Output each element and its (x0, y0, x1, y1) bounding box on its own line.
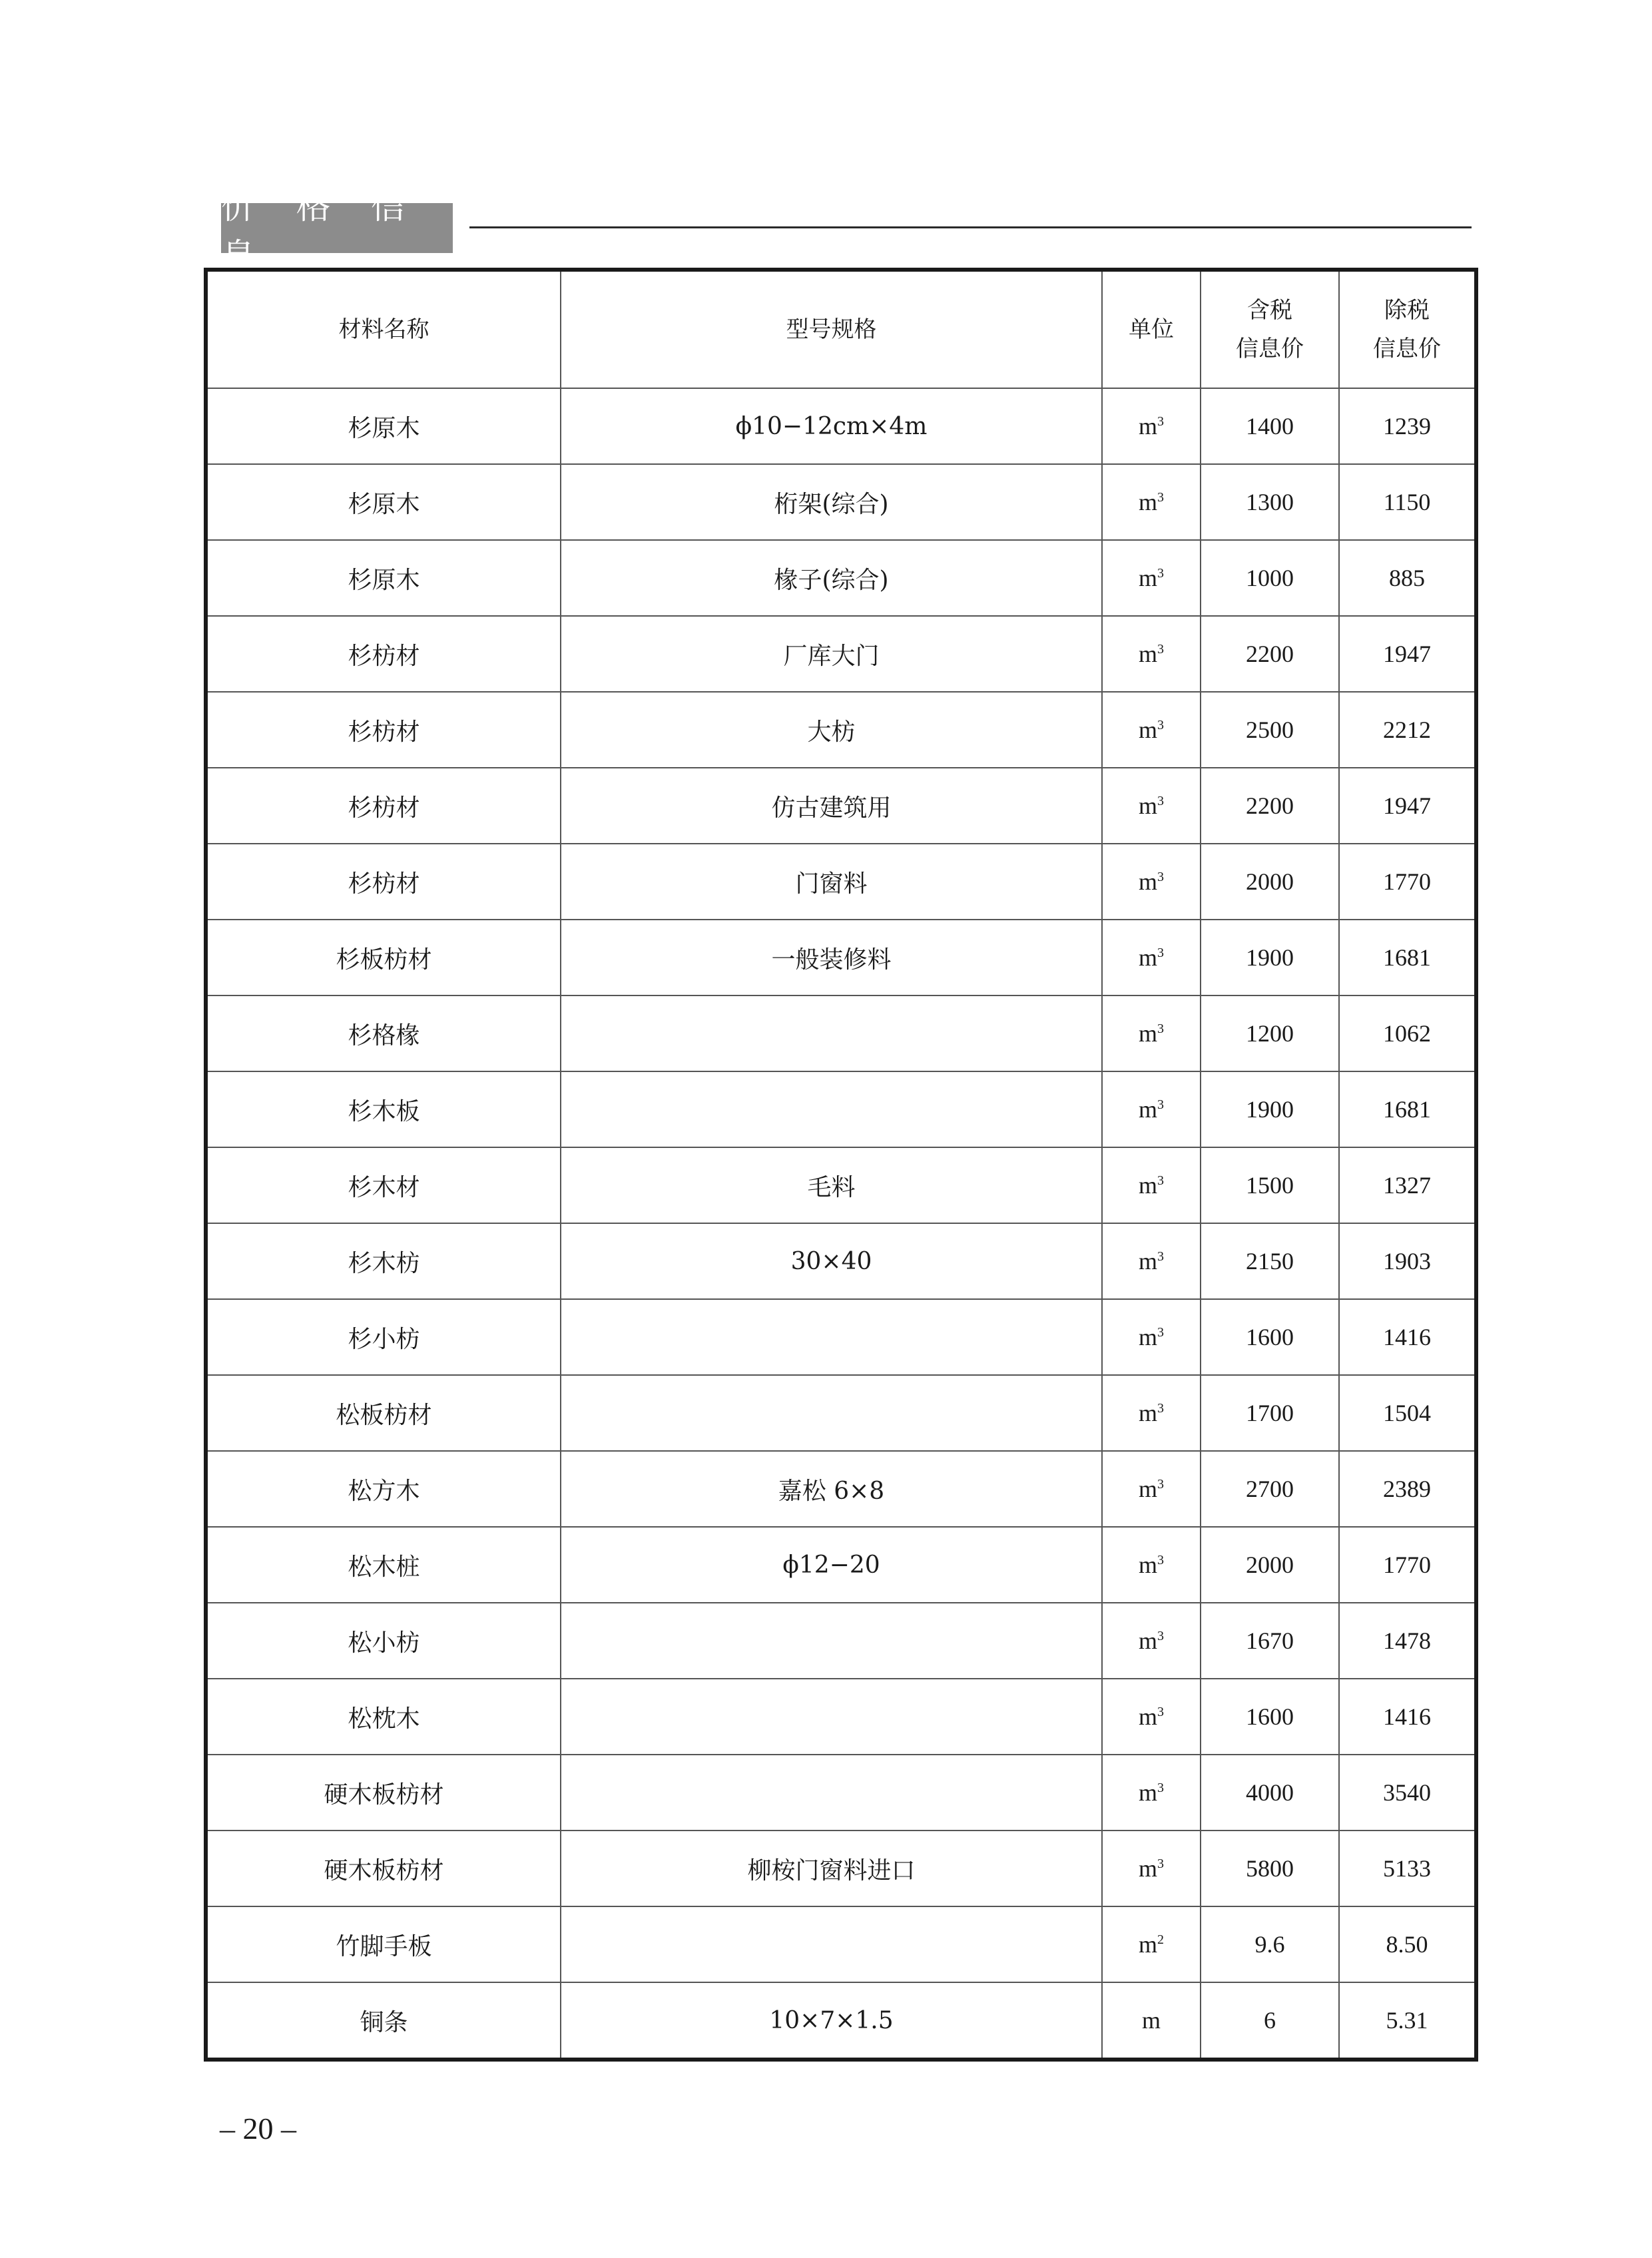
header-unit: 单位 (1102, 270, 1201, 388)
material-name-cell: 杉原木 (206, 540, 561, 616)
header-spec: 型号规格 (561, 270, 1102, 388)
spec-cell: 30×40 (561, 1223, 1102, 1299)
unit-base: m (1138, 1703, 1157, 1730)
unit-cell (1102, 1223, 1201, 1299)
table-row (206, 1831, 1476, 1906)
unit-exponent: 3 (1157, 1021, 1164, 1036)
tax-exclusive-price-cell: 1150 (1339, 464, 1476, 540)
unit-base: m (1138, 1855, 1157, 1882)
header-material-name: 材料名称 (206, 270, 561, 388)
unit-exponent: 3 (1157, 718, 1164, 732)
unit-base: m (1138, 1627, 1157, 1654)
unit-cell (1102, 768, 1201, 844)
material-name-cell: 松方木 (206, 1451, 561, 1527)
table-row (206, 995, 1476, 1071)
unit-base: m (1138, 1172, 1157, 1199)
tax-inclusive-price-cell: 2700 (1201, 1451, 1339, 1527)
unit-base: m (1138, 1779, 1157, 1806)
tax-inclusive-price-cell: 1900 (1201, 1071, 1339, 1147)
spec-cell: 10×7×1.5 (561, 1982, 1102, 2060)
table-row (206, 1375, 1476, 1451)
tax-exclusive-price-cell: 1478 (1339, 1603, 1476, 1679)
tax-inclusive-price-cell: 1500 (1201, 1147, 1339, 1223)
table-row (206, 1299, 1476, 1375)
table-header-row (206, 270, 1476, 388)
tax-exclusive-price-cell: 1239 (1339, 388, 1476, 464)
unit-base: m (1138, 944, 1157, 971)
spec-cell: 柳桉门窗料进口 (561, 1831, 1102, 1906)
unit-cell (1102, 1906, 1201, 1982)
unit-base: m (1138, 641, 1157, 667)
material-name-cell: 杉原木 (206, 464, 561, 540)
spec-cell: 毛料 (561, 1147, 1102, 1223)
spec-cell: 门窗料 (561, 844, 1102, 920)
spec-cell: 椽子(综合) (561, 540, 1102, 616)
table-row (206, 540, 1476, 616)
spec-cell: 厂库大门 (561, 616, 1102, 692)
unit-base: m (1138, 1020, 1157, 1047)
tax-exclusive-price-cell: 2212 (1339, 692, 1476, 768)
spec-cell: 仿古建筑用 (561, 768, 1102, 844)
unit-base: m (1138, 565, 1157, 591)
unit-base: m (1138, 1400, 1157, 1426)
material-name-cell: 杉枋材 (206, 768, 561, 844)
section-title: 价 格 信 息 (221, 203, 453, 253)
unit-cell (1102, 920, 1201, 995)
table-row (206, 616, 1476, 692)
material-name-cell: 竹脚手板 (206, 1906, 561, 1982)
tax-inclusive-price-cell: 1900 (1201, 920, 1339, 995)
spec-cell: ϕ12−20 (561, 1527, 1102, 1603)
unit-exponent: 3 (1157, 1173, 1164, 1188)
tax-exclusive-price-cell: 5.31 (1339, 1982, 1476, 2060)
tax-exclusive-price-cell: 1416 (1339, 1299, 1476, 1375)
tax-inclusive-price-cell: 1600 (1201, 1299, 1339, 1375)
table-row (206, 1451, 1476, 1527)
spec-cell: 嘉松 6×8 (561, 1451, 1102, 1527)
header-tax-inclusive-line1: 含税 (1247, 297, 1292, 324)
material-name-cell: 杉小枋 (206, 1299, 561, 1375)
table-row (206, 1527, 1476, 1603)
tax-inclusive-price-cell: 1300 (1201, 464, 1339, 540)
tax-inclusive-price-cell: 1670 (1201, 1603, 1339, 1679)
tax-exclusive-price-cell: 1327 (1339, 1147, 1476, 1223)
spec-cell (561, 1906, 1102, 1982)
tax-inclusive-price-cell: 2000 (1201, 844, 1339, 920)
spec-cell: 桁架(综合) (561, 464, 1102, 540)
tax-exclusive-price-cell: 1947 (1339, 768, 1476, 844)
table-row (206, 920, 1476, 995)
unit-base: m (1141, 2007, 1161, 2034)
unit-exponent: 2 (1157, 1932, 1164, 1947)
tax-inclusive-price-cell: 2000 (1201, 1527, 1339, 1603)
unit-exponent: 3 (1157, 566, 1164, 581)
unit-exponent: 3 (1157, 1097, 1164, 1112)
material-name-cell: 杉枋材 (206, 616, 561, 692)
header-tax-exclusive-line1: 除税 (1384, 297, 1430, 324)
table-row (206, 692, 1476, 768)
unit-exponent: 3 (1157, 1249, 1164, 1264)
tax-inclusive-price-cell: 6 (1201, 1982, 1339, 2060)
tax-exclusive-price-cell: 2389 (1339, 1451, 1476, 1527)
unit-base: m (1138, 489, 1157, 515)
unit-cell (1102, 464, 1201, 540)
unit-exponent: 3 (1157, 1553, 1164, 1567)
tax-inclusive-price-cell: 1600 (1201, 1679, 1339, 1755)
spec-cell (561, 1603, 1102, 1679)
tax-exclusive-price-cell: 885 (1339, 540, 1476, 616)
unit-base: m (1138, 1096, 1157, 1123)
tax-exclusive-price-cell: 1504 (1339, 1375, 1476, 1451)
spec-cell: ϕ10−12cm×4m (561, 388, 1102, 464)
tax-inclusive-price-cell: 5800 (1201, 1831, 1339, 1906)
table-row (206, 768, 1476, 844)
unit-base: m (1138, 413, 1157, 439)
tax-inclusive-price-cell: 9.6 (1201, 1906, 1339, 1982)
spec-cell (561, 995, 1102, 1071)
unit-cell (1102, 1603, 1201, 1679)
unit-base: m (1138, 1552, 1157, 1578)
unit-exponent: 3 (1157, 1325, 1164, 1340)
table-row (206, 1223, 1476, 1299)
table-row (206, 844, 1476, 920)
spec-cell (561, 1679, 1102, 1755)
header-tax-exclusive-price (1339, 270, 1476, 388)
price-table (204, 268, 1478, 2062)
material-name-cell: 松板枋材 (206, 1375, 561, 1451)
material-name-cell: 杉木材 (206, 1147, 561, 1223)
unit-exponent: 3 (1157, 1705, 1164, 1719)
table-row (206, 1603, 1476, 1679)
spec-cell (561, 1071, 1102, 1147)
unit-cell (1102, 844, 1201, 920)
unit-exponent: 3 (1157, 1781, 1164, 1795)
unit-exponent: 3 (1157, 794, 1164, 808)
unit-base: m (1138, 1931, 1157, 1958)
tax-inclusive-price-cell: 1000 (1201, 540, 1339, 616)
unit-base: m (1138, 868, 1157, 895)
unit-base: m (1138, 1476, 1157, 1502)
material-name-cell: 杉格椽 (206, 995, 561, 1071)
tax-exclusive-price-cell: 1903 (1339, 1223, 1476, 1299)
table-row (206, 1147, 1476, 1223)
unit-cell (1102, 1451, 1201, 1527)
unit-cell (1102, 995, 1201, 1071)
unit-cell (1102, 692, 1201, 768)
material-name-cell: 硬木板枋材 (206, 1831, 561, 1906)
unit-cell (1102, 1831, 1201, 1906)
material-name-cell: 杉原木 (206, 388, 561, 464)
unit-cell (1102, 388, 1201, 464)
table-row (206, 1982, 1476, 2060)
tax-inclusive-price-cell: 2200 (1201, 768, 1339, 844)
material-name-cell: 松小枋 (206, 1603, 561, 1679)
table-row (206, 464, 1476, 540)
tax-inclusive-price-cell: 2500 (1201, 692, 1339, 768)
unit-exponent: 3 (1157, 1629, 1164, 1643)
material-name-cell: 杉板枋材 (206, 920, 561, 995)
tax-exclusive-price-cell: 1681 (1339, 920, 1476, 995)
unit-cell (1102, 1375, 1201, 1451)
spec-cell: 一般装修料 (561, 920, 1102, 995)
unit-exponent: 3 (1157, 1401, 1164, 1416)
tax-exclusive-price-cell: 1416 (1339, 1679, 1476, 1755)
material-name-cell: 松木桩 (206, 1527, 561, 1603)
tax-exclusive-price-cell: 3540 (1339, 1755, 1476, 1831)
header-tax-exclusive-line2: 信息价 (1373, 336, 1441, 362)
table-row (206, 1906, 1476, 1982)
tax-exclusive-price-cell: 1770 (1339, 844, 1476, 920)
table-row (206, 388, 1476, 464)
spec-cell (561, 1375, 1102, 1451)
table-row (206, 1071, 1476, 1147)
tax-exclusive-price-cell: 1947 (1339, 616, 1476, 692)
tax-inclusive-price-cell: 2150 (1201, 1223, 1339, 1299)
tax-exclusive-price-cell: 8.50 (1339, 1906, 1476, 1982)
header-divider (469, 226, 1472, 228)
unit-base: m (1138, 716, 1157, 743)
tax-inclusive-price-cell: 2200 (1201, 616, 1339, 692)
spec-cell (561, 1755, 1102, 1831)
material-name-cell: 杉枋材 (206, 692, 561, 768)
unit-exponent: 3 (1157, 870, 1164, 884)
tax-inclusive-price-cell: 1200 (1201, 995, 1339, 1071)
unit-cell (1102, 1299, 1201, 1375)
unit-cell (1102, 1527, 1201, 1603)
unit-exponent: 3 (1157, 1477, 1164, 1492)
header-tax-inclusive-line2: 信息价 (1236, 336, 1304, 362)
tax-exclusive-price-cell: 1770 (1339, 1527, 1476, 1603)
page-number: – 20 – (220, 2112, 296, 2145)
spec-cell: 大枋 (561, 692, 1102, 768)
material-name-cell: 杉木板 (206, 1071, 561, 1147)
material-name-cell: 铜条 (206, 1982, 561, 2060)
tax-inclusive-price-cell: 4000 (1201, 1755, 1339, 1831)
material-name-cell: 杉木枋 (206, 1223, 561, 1299)
unit-cell (1102, 1679, 1201, 1755)
tax-exclusive-price-cell: 1681 (1339, 1071, 1476, 1147)
tax-inclusive-price-cell: 1700 (1201, 1375, 1339, 1451)
unit-cell (1102, 540, 1201, 616)
tax-exclusive-price-cell: 5133 (1339, 1831, 1476, 1906)
spec-cell (561, 1299, 1102, 1375)
table-row (206, 1679, 1476, 1755)
material-name-cell: 杉枋材 (206, 844, 561, 920)
unit-exponent: 3 (1157, 642, 1164, 657)
unit-exponent: 3 (1157, 490, 1164, 505)
unit-base: m (1138, 1248, 1157, 1274)
unit-base: m (1138, 1324, 1157, 1350)
unit-exponent: 3 (1157, 1856, 1164, 1871)
unit-base: m (1138, 792, 1157, 819)
unit-cell (1102, 1147, 1201, 1223)
header-tax-inclusive-price (1201, 270, 1339, 388)
table-row (206, 1755, 1476, 1831)
unit-cell (1102, 1982, 1201, 2060)
unit-cell (1102, 1755, 1201, 1831)
tax-inclusive-price-cell: 1400 (1201, 388, 1339, 464)
unit-cell (1102, 1071, 1201, 1147)
material-name-cell: 松枕木 (206, 1679, 561, 1755)
material-name-cell: 硬木板枋材 (206, 1755, 561, 1831)
tax-exclusive-price-cell: 1062 (1339, 995, 1476, 1071)
unit-exponent: 3 (1157, 414, 1164, 429)
unit-exponent: 3 (1157, 946, 1164, 960)
unit-cell (1102, 616, 1201, 692)
